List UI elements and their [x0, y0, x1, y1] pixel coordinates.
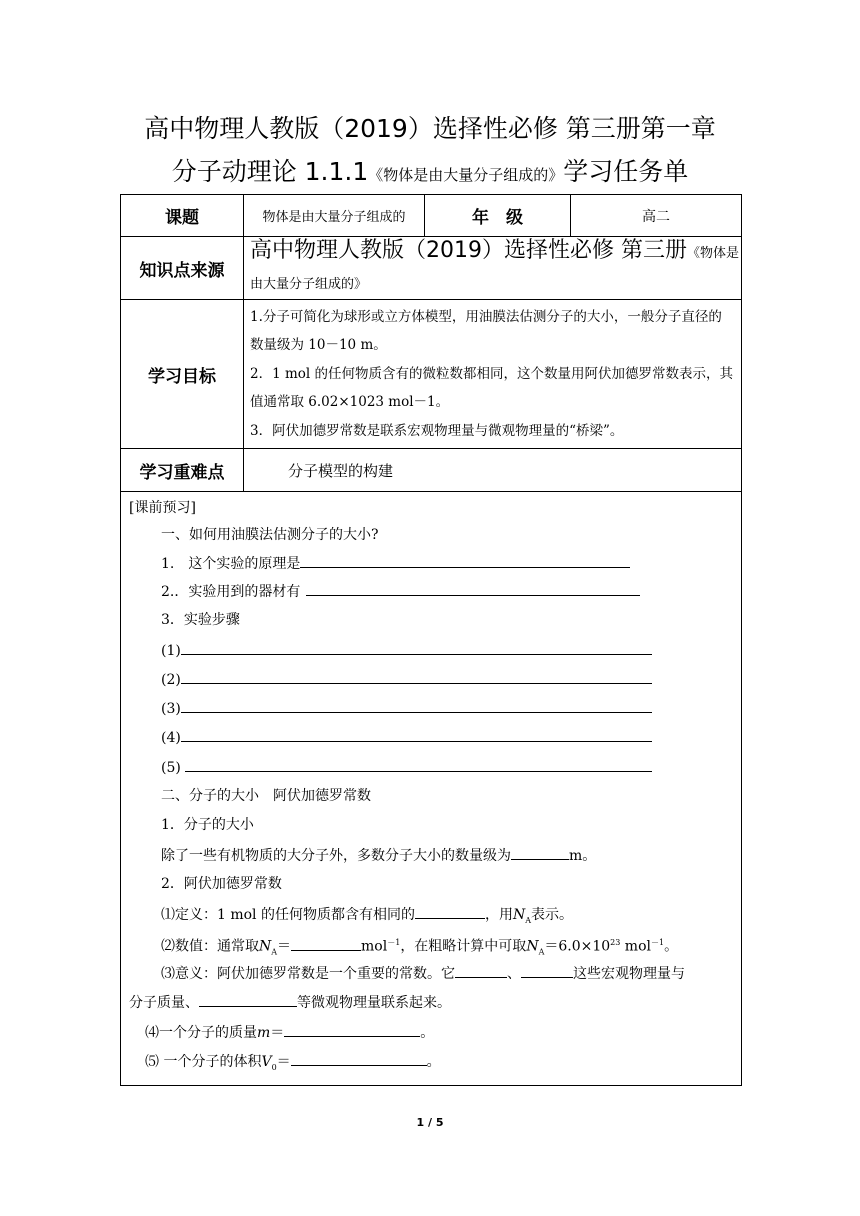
definition-tail: 表示。 — [531, 907, 574, 923]
molecule-size-line — [161, 845, 596, 866]
definition-line — [161, 904, 573, 931]
difficulty-label: 学习重难点 — [121, 449, 244, 492]
symbol-n: N — [513, 907, 526, 923]
equals-sign: ＝ — [276, 1054, 291, 1070]
goal-item: 1.分子可简化为球形或立方体模型，用油膜法估测分子的大小，一般分子直径的数量级为 10－10 m。 — [250, 308, 722, 354]
approx-text: ，在粗略计算中可取 — [400, 938, 527, 955]
meaning-tail: 这些宏观物理量与 — [573, 966, 685, 982]
period: 。 — [426, 1054, 441, 1070]
principle-label: 1. 这个实验的原理是 — [161, 556, 301, 572]
meaning-tail-2: 等微观物理量联系起来。 — [297, 995, 451, 1011]
unit-mol: mol — [620, 938, 651, 955]
step-number: (1) — [161, 643, 181, 659]
molecule-size-text: 除了一些有机物质的大分子外，多数分子大小的数量级为 — [161, 848, 511, 864]
equipment-blank[interactable] — [306, 581, 640, 596]
mass-text: ⑷一个分子的质量 — [145, 1025, 257, 1041]
value-line — [161, 933, 678, 962]
question-two: 二、分子的大小 阿伏加德罗常数 — [161, 788, 371, 804]
period: 。 — [664, 938, 679, 955]
grade-value: 高二 — [571, 195, 742, 237]
symbol-sub: A — [271, 947, 278, 957]
step-blank[interactable] — [181, 640, 652, 655]
source-label: 知识点来源 — [121, 237, 244, 300]
source-textbook: 高中物理人教版（2019）选择性必修 第三册 — [250, 238, 687, 263]
difficulty-value: 分子模型的构建 — [244, 449, 742, 492]
avogadro-heading: 2．阿伏加德罗常数 — [161, 876, 282, 892]
symbol-n: N — [259, 938, 272, 955]
value-text: ⑵数值：通常取 — [161, 938, 259, 955]
equals-sign: ＝ — [270, 1025, 285, 1041]
step-blank[interactable] — [181, 727, 652, 742]
title-suffix: 学习任务单 — [563, 157, 689, 186]
principle-blank[interactable] — [300, 553, 630, 568]
step-blank[interactable] — [185, 757, 652, 772]
meaning-blank-2[interactable] — [521, 963, 573, 978]
approx-value: ＝6.0×10 — [544, 938, 611, 955]
magnitude-blank[interactable] — [511, 845, 569, 860]
separator: 、 — [507, 966, 521, 982]
meaning-blank-1[interactable] — [455, 963, 507, 978]
step-line — [161, 640, 652, 661]
step-line — [161, 698, 652, 719]
meaning-blank-3[interactable] — [199, 992, 297, 1007]
unit-mol: mol — [361, 938, 388, 955]
symbol-n: N — [526, 938, 539, 955]
unit-text: m。 — [569, 848, 597, 864]
topic-value: 物体是由大量分子组成的 — [244, 195, 425, 237]
volume-blank[interactable] — [291, 1051, 427, 1066]
step-line — [161, 669, 652, 690]
value-blank[interactable] — [291, 936, 361, 951]
volume-line — [145, 1051, 441, 1078]
unit-exponent: －1 — [387, 938, 401, 947]
page-number: 1 / 5 — [416, 1116, 444, 1129]
step-line — [161, 757, 652, 778]
mass-blank[interactable] — [284, 1022, 420, 1037]
value-exponent: 23 — [610, 938, 621, 947]
step-number: (4) — [161, 730, 181, 746]
step-line — [161, 727, 652, 748]
title-lesson: 《物体是由大量分子组成的》 — [368, 166, 564, 184]
step-blank[interactable] — [181, 669, 652, 684]
symbol-v: V — [261, 1054, 272, 1070]
preview-header: [课前预习] — [129, 500, 196, 516]
unit-exponent: －1 — [650, 938, 665, 947]
meaning-line — [161, 963, 685, 984]
steps-heading: 3．实验步骤 — [161, 612, 240, 628]
symbol-sub: A — [525, 915, 532, 925]
preview-section — [121, 492, 742, 1086]
task-table — [120, 194, 742, 1086]
meaning-text-2: 分子质量、 — [129, 995, 199, 1011]
equals-sign: ＝ — [277, 938, 292, 955]
definition-blank[interactable] — [415, 904, 485, 919]
document-title-line1: 高中物理人教版（2019）选择性必修 第三册第一章 — [144, 114, 716, 143]
equipment-label: 2.．实验用到的器材有 — [161, 584, 301, 600]
goal-item: 2．1 mol 的任何物质含有的微粒数都相同，这个数量用阿伏加德罗常数表示，其值通常取 6.02×1023 mol－1。 — [250, 365, 734, 411]
symbol-sub: 0 — [271, 1062, 277, 1072]
meaning-line-2 — [129, 992, 451, 1013]
grade-label: 年 级 — [425, 195, 571, 237]
title-chapter: 分子动理论 1.1.1 — [171, 157, 369, 186]
symbol-m: m — [257, 1025, 271, 1041]
symbol-sub: A — [538, 947, 545, 957]
topic-label: 课题 — [121, 195, 244, 237]
goals-label: 学习目标 — [121, 300, 244, 449]
period: 。 — [420, 1025, 435, 1041]
goals-list — [244, 300, 742, 449]
question-one: 一、如何用油膜法估测分子的大小? — [161, 527, 379, 543]
source-value — [244, 237, 742, 300]
mass-line — [145, 1022, 434, 1043]
step-number: (5) — [161, 760, 181, 776]
molecule-size-heading: 1．分子的大小 — [161, 817, 254, 833]
step-number: (2) — [161, 672, 181, 688]
meaning-text: ⑶意义：阿伏加德罗常数是一个重要的常数。它 — [161, 966, 455, 982]
principle-line — [161, 553, 630, 574]
document-title-line2 — [0, 155, 860, 192]
source-lesson: 《物体是由大量分子组成的》 — [250, 246, 739, 292]
step-blank[interactable] — [181, 698, 652, 713]
definition-comma: ，用 — [485, 907, 513, 923]
goal-item: 3．阿伏加德罗常数是联系宏观物理量与微观物理量的“桥梁”。 — [250, 422, 624, 439]
step-number: (3) — [161, 701, 181, 717]
definition-text: ⑴定义：1 mol 的任何物质都含有相同的 — [161, 907, 415, 923]
equipment-line — [161, 581, 640, 602]
volume-text: ⑸ 一个分子的体积 — [145, 1054, 262, 1070]
